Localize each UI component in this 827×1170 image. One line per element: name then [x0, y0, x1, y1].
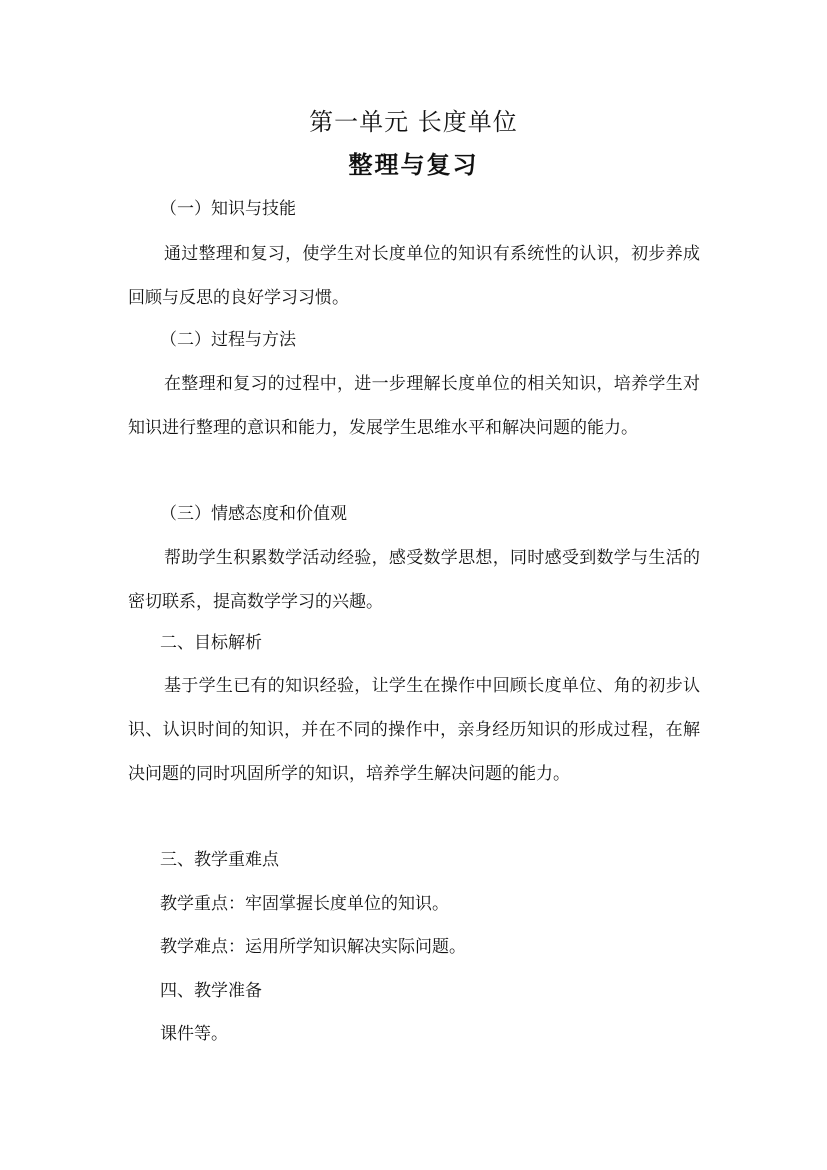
section-heading-goal-analysis: 二、目标解析	[160, 633, 262, 653]
document-subtitle: 整理与复习	[348, 150, 479, 179]
section-heading-knowledge-skills: （一）知识与技能	[160, 199, 296, 219]
section-heading-process-methods: （二）过程与方法	[160, 330, 296, 350]
section-body-goal-analysis: 基于学生已有的知识经验，让学生在操作中回顾长度单位、角的初步认识、认识时间的知识，并在不同的操作中，亲身经历知识的形成过程，在解决问题的同时巩固所学的知识，培养学生解决问题的能力。	[128, 676, 700, 784]
section-body-emotion-values: 帮助学生积累数学活动经验，感受数学思想，同时感受到数学与生活的密切联系，提高数学学习的兴趣。	[128, 548, 700, 612]
difficult-point-line: 教学难点：运用所学知识解决实际问题。	[160, 937, 466, 957]
section-body-knowledge-skills: 通过整理和复习，使学生对长度单位的知识有系统性的认识，初步养成回顾与反思的良好学习习惯。	[128, 244, 700, 308]
section-body-process-methods: 在整理和复习的过程中，进一步理解长度单位的相关知识，培养学生对知识进行整理的意识和能力，发展学生思维水平和解决问题的能力。	[128, 374, 700, 438]
section-heading-emotion-values: （三）情感态度和价值观	[160, 504, 347, 524]
preparation-line: 课件等。	[160, 1024, 228, 1044]
document-title: 第一单元 长度单位	[309, 108, 518, 136]
key-point-line: 教学重点：牢固掌握长度单位的知识。	[160, 894, 449, 914]
section-heading-key-difficult-points: 三、教学重难点	[160, 850, 279, 870]
section-heading-teaching-preparation: 四、教学准备	[160, 981, 262, 1001]
